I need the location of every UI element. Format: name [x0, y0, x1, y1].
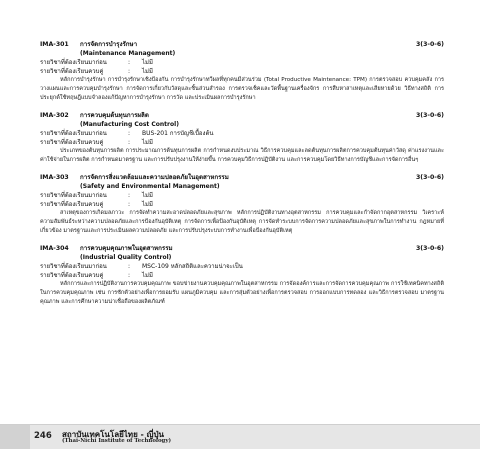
course-title-th: การจัดการสิ่งแวดล้อมและความปลอดภัยในอุตสาหกรรม [80, 174, 229, 181]
course-title-th: การควบคุมต้นทุนการผลิต [80, 112, 149, 119]
course-entry [40, 173, 444, 236]
corequisite-value: ไม่มี [142, 272, 153, 279]
course-title-en: (Manufacturing Cost Control) [80, 121, 179, 128]
course-description: ประเภทของต้นทุนการผลิต การประมาณการต้นทุนการผลิต การกำหนดงบประมาณ วิธีการควบคุมและลดต้นทุนการผลิตการควบคุมต้นทุนค่าวัสดุ ค่าแรงงานและค่าใช้จ่ายในการผลิต การกำหนดมาตรฐาน และการปรับปรุงงานให้ง่ายขึ้น การควบคุมวิธีการปฏิบัติงาน และการควบคุมโดยวิธีทางการบัญชีและการจัดการอื่นๆ [40, 148, 444, 163]
course-code: IMA-302 [40, 112, 69, 119]
course-title-en: (Industrial Quality Control) [80, 254, 172, 261]
course-description: สาเหตุของการเกิดมลภาวะ การจัดทำความสะอาดปลอดภัยและสุขภาพ หลักการปฏิบัติงานทางอุตสาหกรรม การควบคุมและกำจัดกากอุตสาหกรรม วิเคราะห์ความสัมพันธ์ระหว่างความปลอดภัยและการป้องกันอุบัติเหตุ การจัดการเพื่อป้องกันอุบัติเหตุ การจัดทำระบบการจัดการความปลอดภัยและสุขภาพในการทำงาน กฎหมายที่เกี่ยวข้อง มาตรฐานและการประเมินผลความปลอดภัย และการปรับปรุงระบบการทำงานเพื่อป้องกันอุบัติเหตุ [40, 210, 444, 234]
colon: : [128, 68, 131, 75]
prerequisite-row [40, 58, 444, 67]
colon: : [128, 263, 131, 270]
course-entry [40, 111, 444, 165]
prerequisite-value: ไม่มี [142, 59, 153, 66]
institute-name-th: สถาบันเทคโนโลยีไทย - ญี่ปุ่น [62, 429, 165, 439]
course-header [40, 244, 444, 253]
corequisite-label: รายวิชาที่ต้องเรียนควบคู่ [40, 139, 104, 146]
colon: : [128, 272, 131, 279]
course-title-en: (Maintenance Management) [80, 50, 176, 57]
colon: : [128, 139, 131, 146]
course-code: IMA-303 [40, 174, 69, 181]
corequisite-row [40, 271, 444, 280]
corequisite-row [40, 67, 444, 76]
course-title-th: การควบคุมคุณภาพในอุตสาหกรรม [80, 245, 173, 252]
corequisite-value: ไม่มี [142, 139, 153, 146]
prerequisite-value: ไม่มี [142, 192, 153, 199]
course-entry [40, 244, 444, 307]
corequisite-value: ไม่มี [142, 68, 153, 75]
course-description: หลักการและการปฏิบัติงานการควบคุมคุณภาพ ขอบข่ายงานควบคุมคุณภาพในอุตสาหกรรม การจัดองค์การและการจัดการควบคุมคุณภาพ การใช้เทคนิคทางสถิติในการควบคุมคุณภาพ เช่น การชักตัวอย่างเพื่อการยอมรับ แผนภูมิควบคุม และการสุ่มตัวอย่างเพื่อการตรวจสอบ การออกแบบการทดลอง และวิธีการตรวจสอบ มาตรฐานคุณภาพ และการศึกษาความน่าเชื่อถือของผลิตภัณฑ์ [40, 281, 444, 305]
prerequisite-label: รายวิชาที่ต้องเรียนมาก่อน [40, 130, 107, 137]
page-number: 246 [34, 431, 52, 441]
corequisite-label: รายวิชาที่ต้องเรียนควบคู่ [40, 272, 104, 279]
corequisite-row [40, 138, 444, 147]
colon: : [128, 192, 131, 199]
course-credits: 3(3-0-6) [415, 174, 444, 181]
prerequisite-row [40, 191, 444, 200]
course-title-th: การจัดการบำรุงรักษา [80, 41, 138, 48]
course-code: IMA-301 [40, 41, 69, 48]
corequisite-label: รายวิชาที่ต้องเรียนควบคู่ [40, 68, 104, 75]
prerequisite-label: รายวิชาที่ต้องเรียนมาก่อน [40, 192, 107, 199]
prerequisite-label: รายวิชาที่ต้องเรียนมาก่อน [40, 59, 107, 66]
prerequisite-row [40, 129, 444, 138]
colon: : [128, 201, 131, 208]
course-credits: 3(3-0-6) [415, 112, 444, 119]
course-credits: 3(3-0-6) [415, 245, 444, 252]
institute-name-en: (Thai-Nichi Institute of Technology) [62, 438, 172, 444]
course-header [40, 173, 444, 182]
footer-accent-bar [0, 425, 30, 449]
corequisite-row [40, 200, 444, 209]
colon: : [128, 130, 131, 137]
course-list [40, 40, 444, 315]
prerequisite-label: รายวิชาที่ต้องเรียนมาก่อน [40, 263, 107, 270]
corequisite-value: ไม่มี [142, 201, 153, 208]
course-description: หลักการบำรุงรักษา การบำรุงรักษาเชิงป้องกัน การบำรุงรักษาทวีผลที่ทุกคนมีส่วนร่วม (Total Productive Maintenance: TPM) การตรวจสอบ ควบคุมคลัง การวางแผนและการควบคุมบำรุงรักษา การจัดการเกี่ยวกับวัสดุและชิ้นส่วนสำรอง การตรวจเช็คและวัดพื้นฐานเครื่องจักร การสืบหาสาเหตุและเสียหายด้วย วิธีทางสถิติ การประยุกต์ใช้ทฤษฎีแบบจำลองแก้ปัญหาการบำรุงรักษา การวัด และประเมินผลการบำรุงรักษา [40, 77, 444, 101]
corequisite-label: รายวิชาที่ต้องเรียนควบคู่ [40, 201, 104, 208]
prerequisite-row [40, 262, 444, 271]
colon: : [128, 59, 131, 66]
course-header [40, 111, 444, 120]
page-footer [0, 424, 480, 449]
course-credits: 3(3-0-6) [415, 41, 444, 48]
course-code: IMA-304 [40, 245, 69, 252]
course-title-en: (Safety and Environmental Management) [80, 183, 220, 190]
course-entry [40, 40, 444, 103]
prerequisite-value: BUS-201 การบัญชีเบื้องต้น [142, 130, 214, 137]
course-header [40, 40, 444, 49]
prerequisite-value: MSC-109 หลักสถิติและความน่าจะเป็น [142, 263, 243, 270]
